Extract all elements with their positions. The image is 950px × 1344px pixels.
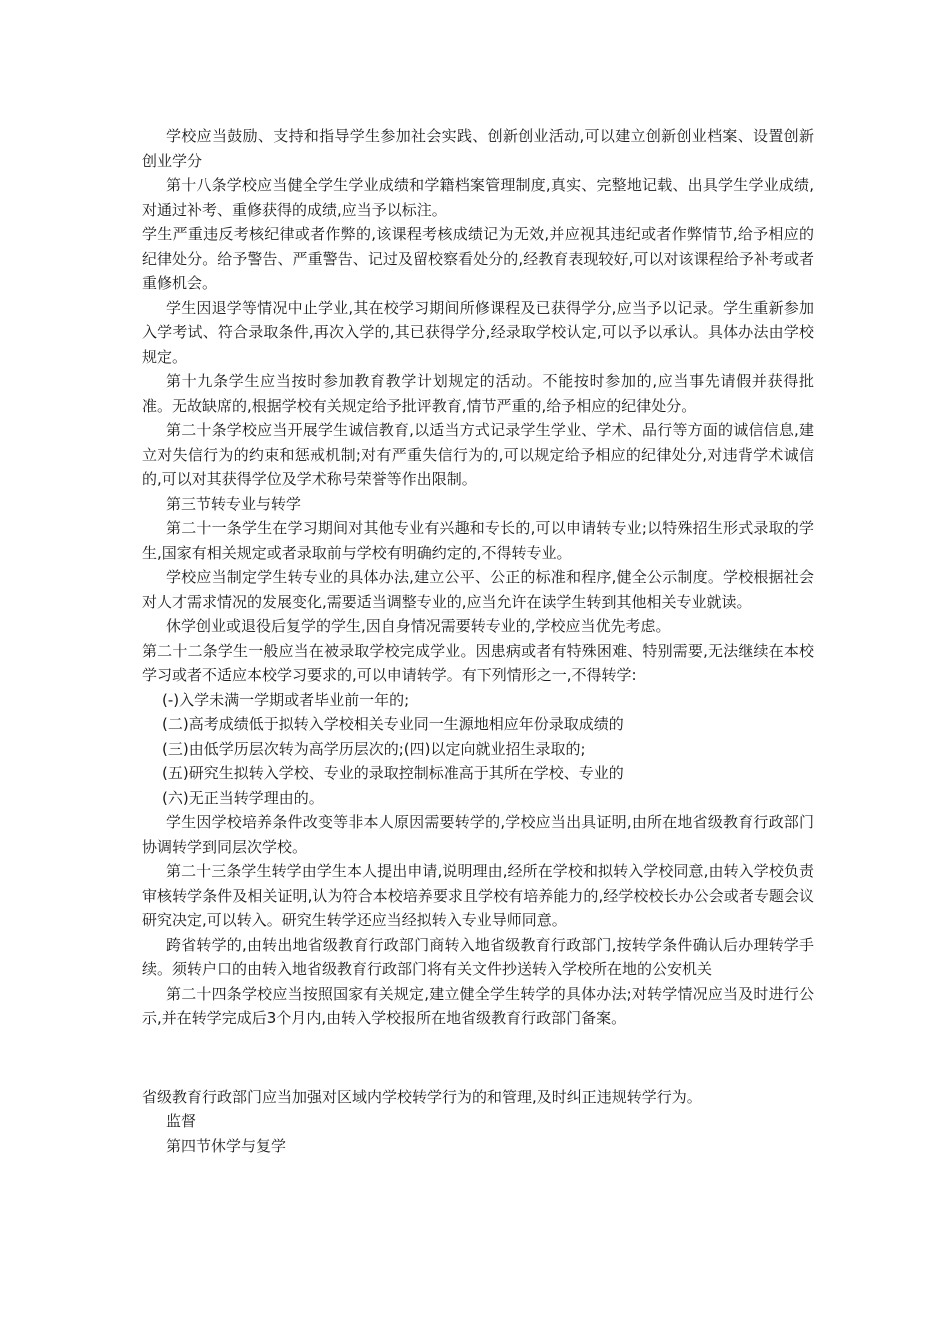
paragraph-non-personal-transfer: 学生因学校培养条件改变等非本人原因需要转学的,学校应当出具证明,由所在地省级教育行政部门协调转学到同层次学校。 bbox=[142, 813, 814, 856]
paragraph-article-23: 第二十三条学生转学由学生本人提出申请,说明理由,经所在学校和拟转入学校同意,由转入学校负责审核转学条件及相关证明,认为符合本校培养要求且学校有培养能力的,经学校校长办公会或者专题会议研究决定,可以转入。研究生转学还应当经拟转入专业导师同意。 bbox=[142, 862, 814, 929]
list-item-2: (二)高考成绩低于拟转入学校相关专业同一生源地相应年份录取成绩的 bbox=[162, 715, 624, 733]
list-item-1: (-)入学未满一学期或者毕业前一年的; bbox=[162, 690, 410, 709]
section-heading-4: 第四节休学与复学 bbox=[166, 1136, 287, 1155]
list-item-3-4: (三)由低学历层次转为高学历层次的;(四)以定向就业招生录取的; bbox=[162, 739, 586, 758]
list-item-6: (六)无正当转学理由的。 bbox=[162, 788, 324, 807]
paragraph-supervision: 监督 bbox=[166, 1112, 197, 1130]
paragraph-major-transfer-rules: 学校应当制定学生转专业的具体办法,建立公平、公正的标准和程序,健全公示制度。学校根据社会对人才需求情况的发展变化,需要适当调整专业的,应当允许在读学生转到其他相关专业就读。 bbox=[142, 568, 814, 611]
paragraph-article-18: 第十八条学校应当健全学生学业成绩和学籍档案管理制度,真实、完整地记载、出具学生学业成绩,对通过补考、重修获得的成绩,应当予以标注。 bbox=[142, 176, 814, 219]
paragraph-exam-discipline: 学生严重违反考核纪律或者作弊的,该课程考核成绩记为无效,并应视其违纪或者作弊情节,给予相应的纪律处分。给予警告、严重警告、记过及留校察看处分的,经教育表现较好,可以对该课程给予补考或者重修机会。 bbox=[142, 225, 814, 292]
paragraph-article-21: 第二十一条学生在学习期间对其他专业有兴趣和专长的,可以申请转专业;以特殊招生形式录取的学生,国家有相关规定或者录取前与学校有明确约定的,不得转专业。 bbox=[142, 519, 814, 562]
paragraph-credit-record: 学生因退学等情况中止学业,其在校学习期间所修课程及已获得学分,应当予以记录。学生重新参加入学考试、符合录取条件,再次入学的,其已获得学分,经录取学校认定,可以予以承认。具体办法由学校规定。 bbox=[142, 298, 814, 366]
document-body bbox=[142, 124, 814, 1158]
list-item-5: (五)研究生拟转入学校、专业的录取控制标准高于其所在学校、专业的 bbox=[162, 764, 624, 782]
paragraph-article-24: 第二十四条学校应当按照国家有关规定,建立健全学生转学的具体办法;对转学情况应当及时进行公示,并在转学完成后3个月内,由转入学校报所在地省级教育行政部门备案。 bbox=[142, 984, 814, 1027]
blank-gap bbox=[142, 1031, 814, 1085]
paragraph-provincial-supervision: 省级教育行政部门应当加强对区域内学校转学行为的和管理,及时纠正违规转学行为。 bbox=[142, 1087, 702, 1106]
paragraph-cross-province: 跨省转学的,由转出地省级教育行政部门商转入地省级教育行政部门,按转学条件确认后办理转学手续。须转户口的由转入地省级教育行政部门将有关文件抄送转入学校所在地的公安机关 bbox=[142, 935, 814, 978]
section-heading-3: 第三节转专业与转学 bbox=[166, 494, 302, 513]
paragraph-article-22: 第二十二条学生一般应当在被录取学校完成学业。因患病或者有特殊困难、特别需要,无法继续在本校学习或者不适应本校学习要求的,可以申请转学。有下列情形之一,不得转学: bbox=[142, 641, 814, 684]
paragraph-article-19: 第十九条学生应当按时参加教育教学计划规定的活动。不能按时参加的,应当事先请假并获得批准。无故缺席的,根据学校有关规定给予批评教育,情节严重的,给予相应的纪律处分。 bbox=[142, 372, 814, 415]
paragraph-article-20: 第二十条学校应当开展学生诚信教育,以适当方式记录学生学业、学术、品行等方面的诚信信息,建立对失信行为的约束和惩戒机制;对有严重失信行为的,可以规定给予相应的纪律处分,对违背学术诚信的,可以对其获得学位及学术称号荣誉等作出限制。 bbox=[142, 421, 814, 488]
paragraph-innovation: 学校应当鼓励、支持和指导学生参加社会实践、创新创业活动,可以建立创新创业档案、设置创新创业学分 bbox=[142, 127, 814, 170]
paragraph-resumption: 休学创业或退役后复学的学生,因自身情况需要转专业的,学校应当优先考虑。 bbox=[166, 617, 671, 635]
